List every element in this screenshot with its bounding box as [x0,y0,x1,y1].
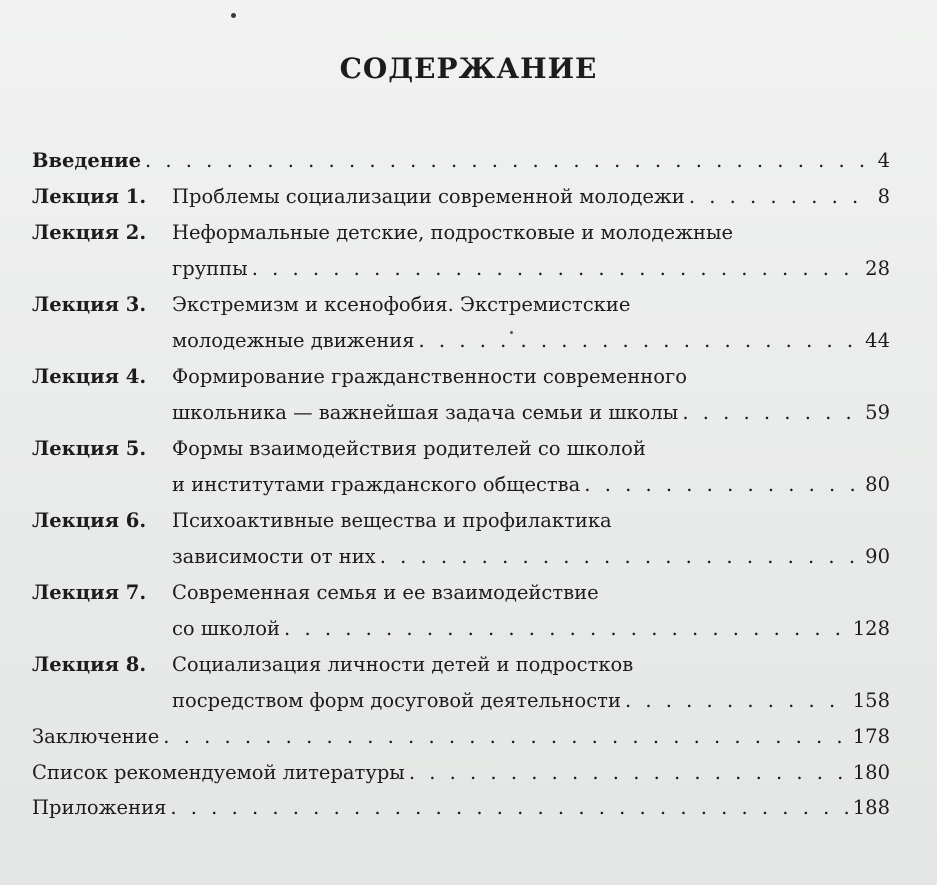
toc-leader-dots [409,755,849,791]
toc-leader-dots [163,719,848,755]
lecture-title-line: Экстремизм и ксенофобия. Экстремистские [172,293,631,316]
toc-leader-dots [284,611,849,647]
toc-page-number: 180 [852,760,890,784]
table-of-contents [32,143,890,826]
print-speck [231,13,236,18]
lecture-label: Лекция 6. [32,509,147,532]
toc-leader-dots [419,323,862,359]
lecture-title-line: и институтами гражданского общества [172,473,581,496]
toc-page-number: 8 [877,185,890,208]
lecture-label: Лекция 7. [32,581,147,604]
toc-entry-lecture-8 [32,647,890,719]
toc-entry-appendices [32,790,890,826]
lecture-title-line: Психоактивные вещества и профилактика [172,509,612,532]
lecture-label: Лекция 1. [32,185,147,208]
toc-entry-lecture-4 [32,359,890,431]
toc-page-number: 178 [852,725,890,748]
lecture-title-line: зависимости от них [172,545,376,568]
toc-page-number: 44 [865,329,890,352]
toc-leader-dots [682,395,861,431]
toc-entry-lecture-3 [32,287,890,359]
toc-leader-dots [689,179,874,215]
lecture-title-line: Неформальные детские, подростковые и молодежные [172,221,734,244]
lecture-title-line: Современная семья и ее взаимодействие [172,581,599,604]
toc-entry-title: Приложения [32,796,167,819]
page-title: СОДЕРЖАНИЕ [339,52,598,85]
toc-page-number: 158 [852,689,890,712]
toc-entry-lecture-2 [32,215,890,287]
toc-page-number: 90 [865,545,890,568]
toc-page-number: 128 [852,617,890,640]
toc-entry-lecture-6 [32,503,890,575]
toc-leader-dots [625,683,849,719]
lecture-title-line: посредством форм досуговой деятельности [172,689,621,712]
lecture-label: Лекция 8. [32,653,147,676]
toc-entry-title: Заключение [32,725,160,748]
toc-entry-bibliography [32,755,890,791]
toc-entry-lecture-7 [32,575,890,647]
toc-page-number: 188 [852,796,890,819]
toc-leader-dots [170,790,848,826]
toc-page-number: 80 [865,473,890,496]
toc-entry-title: Список рекомендуемой литературы [32,760,405,784]
toc-leader-dots [584,467,861,503]
toc-entry-introduction [32,143,890,179]
lecture-label: Лекция 5. [32,437,147,460]
lecture-title-line: школьника — важнейшая задача семьи и школы [172,401,679,424]
lecture-label: Лекция 3. [32,293,147,316]
toc-entry-conclusion [32,719,890,755]
toc-leader-dots [252,251,861,287]
lecture-title-line: со школой [172,617,281,640]
lecture-title-line: Социализация личности детей и подростков [172,653,634,676]
lecture-title-line: Проблемы социализации современной молодежи [172,185,685,208]
toc-page-number: 28 [865,257,890,280]
toc-entry-title: Введение [32,149,141,172]
lecture-title-line: группы [172,257,248,280]
toc-entry-lecture-5 [32,431,890,503]
lecture-label: Лекция 4. [32,365,147,388]
toc-page-number: 4 [877,149,890,172]
toc-page-number: 59 [865,401,890,424]
lecture-title-line: молодежные движения [172,329,415,352]
toc-leader-dots [145,143,874,179]
lecture-label: Лекция 2. [32,221,147,244]
lecture-title-line: Формы взаимодействия родителей со школой [172,437,646,460]
toc-entry-lecture-1 [32,179,890,215]
toc-leader-dots [380,539,861,575]
lecture-title-line: Формирование гражданственности современного [172,365,687,388]
